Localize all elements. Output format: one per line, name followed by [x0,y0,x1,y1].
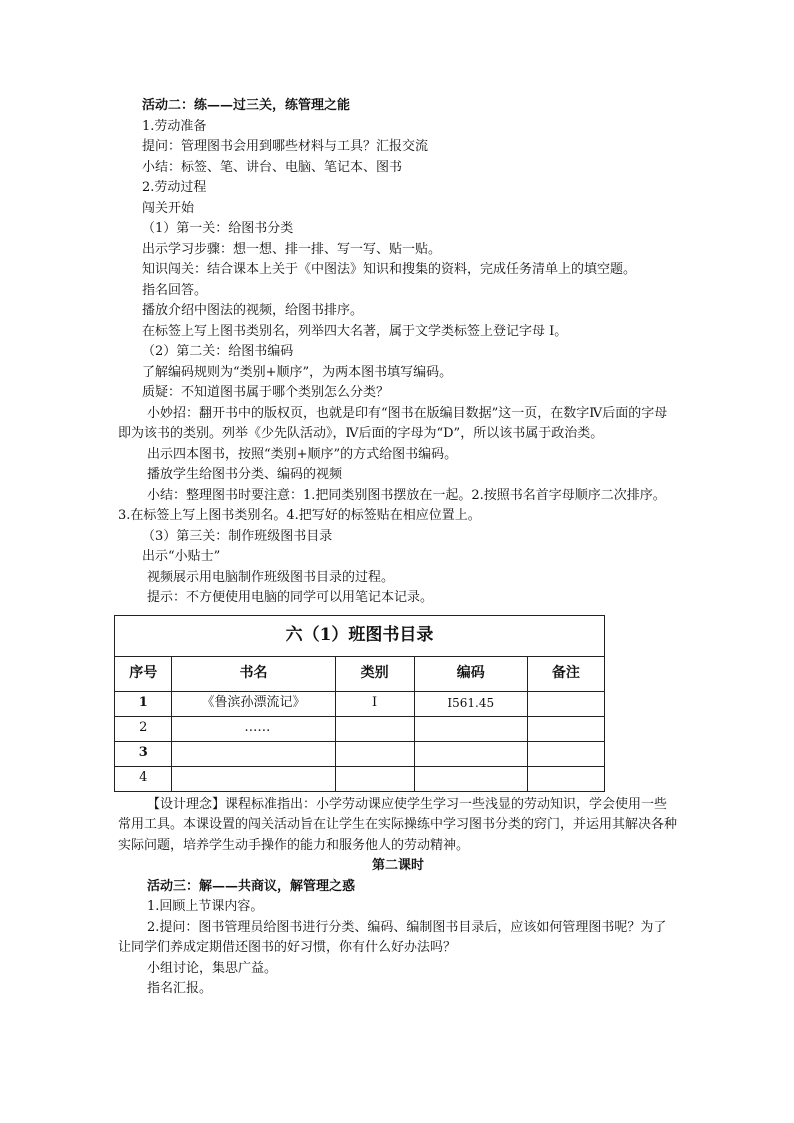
text-line: 1.回顾上节课内容。 [147,899,264,914]
catalog-title: 六（1）班图书目录 [115,615,605,656]
cell-book-name [172,741,335,766]
text-line: 1.劳动准备 [142,118,207,134]
header-book-name: 书名 [172,656,335,691]
cell-category [335,741,414,766]
text-line: 小妙招：翻开书中的版权页，也就是印有“图书在版编目数据”这一页，在数字Ⅳ后面的字母即为该书的类别。列举《少先队活动》，Ⅳ后面的字母为“D”，所以该书属于政治类。 [118,405,668,441]
text-line: 提问：管理图书会用到哪些材料与工具？汇报交流 [142,139,429,154]
cell-category [335,766,414,791]
table-row [115,691,605,716]
text-line: 视频展示用电脑制作班级图书目录的过程。 [147,569,395,585]
text-line: 【设计理念】课程标准指出：小学劳动课应使学生学习一些浅显的劳动知识，学会使用一些常用工具。本课设置的闯关活动旨在让学生在实际操练中学习图书分类的窍门，并运用其解决各种实际问题，培养学生动手操作的能力和服务他人的劳动精神。 [118,796,678,853]
text-line: 2.提问：图书管理员给图书进行分类、编码、编制图书目录后，应该如何管理图书呢？为了让同学们养成定期借还图书的好习惯，你有什么好办法吗？ [118,919,667,955]
text-line: （3）第三关：制作班级图书目录 [142,528,333,544]
table-row [115,766,605,791]
text-line: 小组讨论，集思广益。 [147,960,278,976]
text-line: 指名回答。 [142,282,208,298]
cell-book-name: 《鲁滨孙漂流记》 [172,691,335,716]
text-line: 小结：标签、笔、讲台、电脑、笔记本、图书 [142,159,403,175]
header-category: 类别 [335,656,414,691]
cell-remark [527,741,604,766]
text-line: 出示“小贴士” [142,549,221,564]
header-index: 序号 [115,656,172,691]
cell-remark [527,766,604,791]
cell-index: 2 [115,716,172,741]
document-page [118,96,678,1000]
text-line: 指名汇报。 [147,981,213,996]
text-line: 质疑：不知道图书属于哪个类别怎么分类？ [142,385,390,400]
text-line: 闯关开始 [142,200,195,216]
text-line: 2.劳动过程 [142,180,207,195]
cell-code [414,766,527,791]
cell-index: 3 [115,741,172,766]
text-line: 出示四本图书，按照“类别+顺序”的方式给图书编码。 [147,446,458,462]
cell-remark [527,691,604,716]
text-line: （2）第二关：给图书编码 [142,344,294,359]
text-line: 提示：不方便使用电脑的同学可以用笔记本记录。 [147,590,434,605]
cell-book-name [172,766,335,791]
table-row [115,741,605,766]
text-line: 知识闯关：结合课本上关于《中图法》知识和搜集的资料，完成任务清单上的填空题。 [142,262,637,277]
text-line: 在标签上写上图书类别名，列举四大名著，属于文学类标签上登记字母 I。 [142,323,568,339]
activity-two-section [118,96,678,609]
text-line: 小结：整理图书时要注意：1.把同类别图书摆放在一起。2.按照书名首字母顺序二次排序。3.在标签上写上图书类别名。4.把写好的标签贴在相应位置上。 [118,487,666,523]
table-row [115,716,605,741]
cell-book-name: …… [172,716,335,741]
cell-index: 1 [115,691,172,716]
text-line: 活动二：练——过三关，练管理之能 [142,98,351,113]
lesson-two-section [118,795,678,1000]
cell-code [414,741,527,766]
header-remark: 备注 [527,656,604,691]
text-line: 播放介绍中图法的视频，给图书排序。 [142,303,364,318]
header-code: 编码 [414,656,527,691]
class-book-catalog-table [114,615,605,792]
cell-code: I561.45 [414,691,527,716]
cell-code [414,716,527,741]
text-line: （1）第一关：给图书分类 [142,221,294,236]
text-line: 第二课时 [371,858,424,873]
text-line: 了解编码规则为“类别+顺序”，为两本图书填写编码。 [142,364,453,380]
cell-remark [527,716,604,741]
text-line: 活动三：解——共商议，解管理之惑 [147,878,356,894]
cell-index: 4 [115,766,172,791]
text-line: 出示学习步骤：想一想、排一排、写一写、贴一贴。 [142,241,442,257]
cell-category [335,716,414,741]
text-line: 播放学生给图书分类、编码的视频 [147,467,343,482]
cell-category: I [335,691,414,716]
